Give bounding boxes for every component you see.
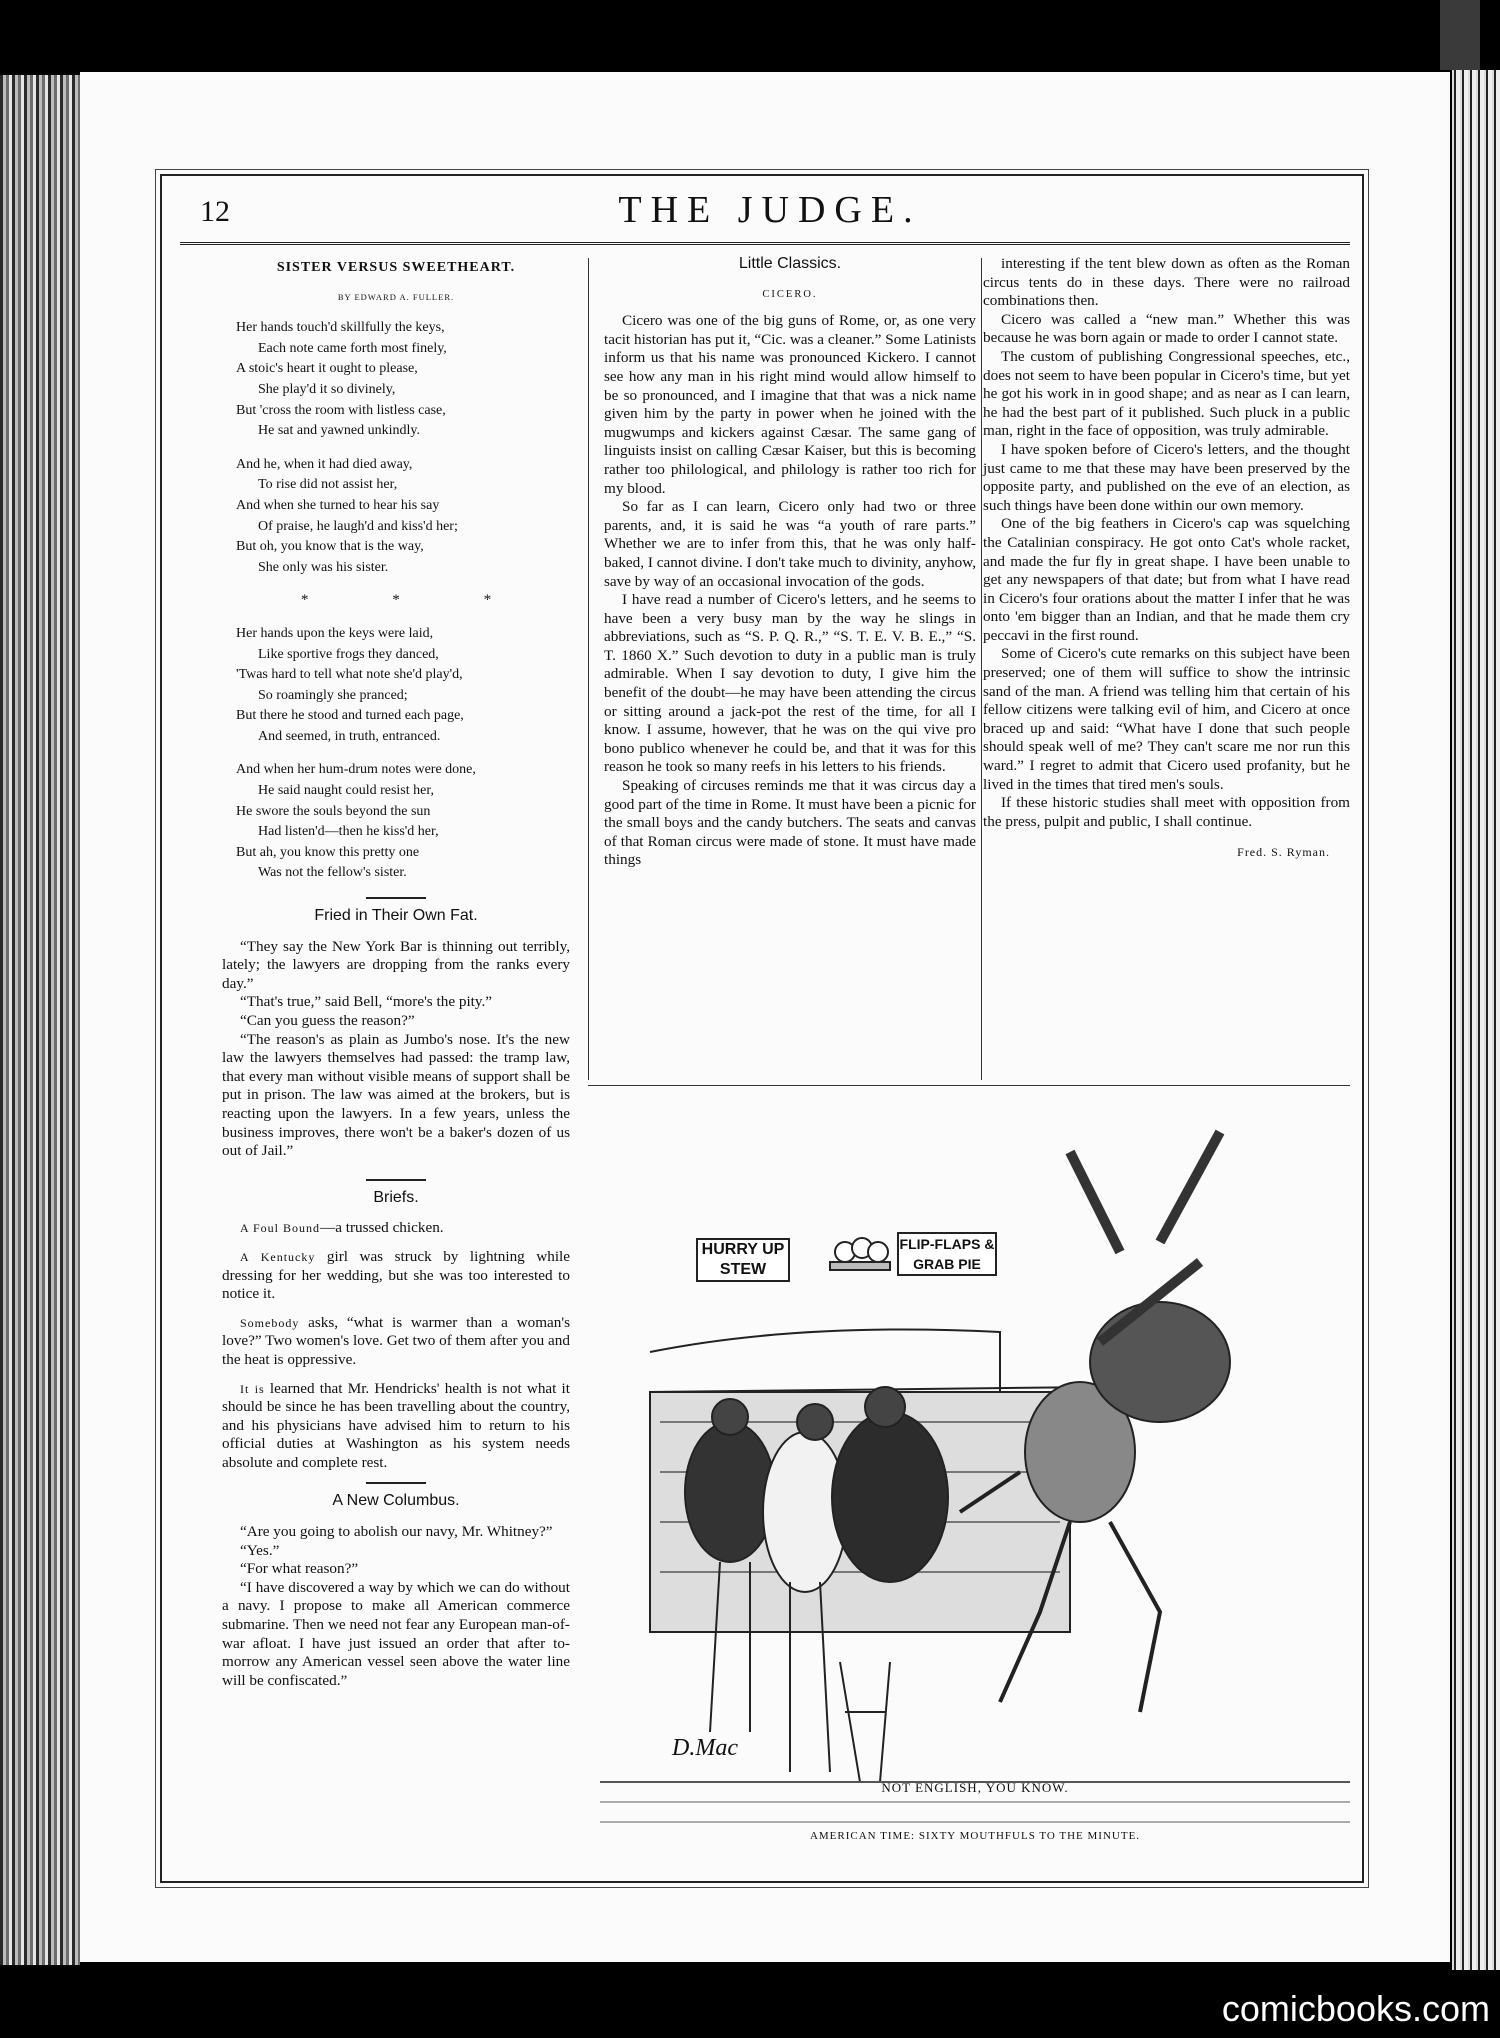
paragraph: Speaking of circuses reminds me that it was circus day a good part of the time in Rome. It must have been a picnic for the small boys and the candy butchers. The seats and canvas of that Roman circus were made of stone. It must have made things: [604, 777, 976, 869]
brief-item: [222, 1380, 570, 1473]
poem-byline: BY EDWARD A. FULLER.: [337, 291, 455, 302]
poem-line: A stoic's heart it ought to please,: [236, 361, 418, 377]
poem-line: Like sportive frogs they danced,: [258, 646, 439, 662]
poem-line: Of praise, he laugh'd and kiss'd her;: [258, 518, 458, 534]
poem-line: And when she turned to hear his say: [236, 497, 440, 513]
classics-title: Little Classics.: [738, 255, 842, 272]
cartoon-top-rule: [588, 1085, 1350, 1086]
column-left: [222, 255, 570, 1690]
paragraph: “Are you going to abolish our navy, Mr. Whitney?”: [240, 1523, 553, 1541]
poem-line: Was not the fellow's sister.: [258, 865, 407, 881]
poem-line: 'Twas hard to tell what note she'd play'd,: [236, 667, 463, 683]
paragraph: Some of Cicero's cute remarks on this subject have been preserved; one of them will suffice to show the intrinsic sand of the man. A friend was telling him that certain of his fellow citizens were talking evil of him, and Cicero at once braced up and said: “What have I done that such people should speak well of me? They can't scare me nor run this ward.” I regret to admit that Cicero used profanity, but he lived in the times that tired men's souls.: [983, 645, 1350, 793]
section-rule: [366, 1179, 426, 1181]
poem-title: SISTER VERSUS SWEETHEART.: [276, 260, 516, 275]
poem-line: He said naught could resist her,: [258, 783, 434, 799]
paragraph: “Yes.”: [240, 1541, 280, 1559]
briefs-body: [222, 1219, 570, 1472]
column-divider-2: [981, 258, 982, 1080]
poem-line: To rise did not assist her,: [258, 477, 398, 493]
poem-stanza: [236, 318, 570, 442]
classics-subtitle: CICERO.: [762, 288, 818, 300]
poem-line: Each note came forth most finely,: [258, 340, 447, 356]
brief-lead: It is: [240, 1381, 265, 1396]
cicero-body: [604, 312, 976, 870]
poem-line: Her hands touch'd skillfully the keys,: [236, 320, 445, 336]
paragraph: Cicero was called a “new man.” Whether this was because he was born again or made to order I cannot state.: [983, 310, 1350, 347]
next-page-edge: [1452, 70, 1500, 1970]
poem-stanza: [236, 624, 570, 748]
poem-line: He sat and yawned unkindly.: [258, 423, 420, 439]
brief-lead: Somebody: [240, 1315, 300, 1330]
poem-body: [222, 318, 570, 884]
poem-line: And seemed, in truth, entranced.: [258, 728, 441, 744]
paragraph: “They say the New York Bar is thinning out terribly, lately; the lawyers are dropping from the ranks every day.”: [222, 937, 570, 992]
section-stars: * * *: [300, 591, 532, 609]
poem-line: She play'd it so divinely,: [258, 381, 396, 397]
page-number: 12: [200, 195, 230, 228]
column-divider-1: [588, 258, 589, 1080]
poem-line: But there he stood and turned each page,: [236, 708, 464, 724]
sign-flip-flaps: FLIP-FLAPS & GRAB PIE: [897, 1232, 997, 1276]
sign-hurry-up-stew: HURRY UP STEW: [696, 1238, 790, 1282]
book-binding-edge: [0, 75, 80, 1965]
paragraph: “For what reason?”: [240, 1560, 359, 1578]
masthead-title: THE JUDGE.: [618, 189, 922, 231]
paragraph: One of the big feathers in Cicero's cap was squelching the Catalinian conspiracy. He got onto Cat's whole racket, and made the fur fly in great shape. I have been unable to get any newspapers of that date; but from what I have read in Cicero's four orations about the matter I infer that he was onto 'em bigger than an Indian, and that he made them cry peccavi in the first round.: [983, 515, 1350, 644]
column-right: [983, 255, 1350, 862]
poem-line: Had listen'd—then he kiss'd her,: [258, 824, 439, 840]
paragraph: Cicero was one of the big guns of Rome, or, as one very tacit historian has put it, “Cic. was a cleaner.” Some Latinists inform us that his name was pronounced Kickero. I cannot see how any man in his right mind would allow himself to be so pronounced, and I imagine that that was a nick name given him by the party in power when he joined with the mugwumps and kickers against Cæsar. The same gang of linguists insist on calling Cæsar Kaiser, but this is becoming rather too philological, and philology is rather too rich for my blood.: [604, 312, 976, 497]
paragraph: If these historic studies shall meet with opposition from the press, pulpit and public, I shall continue.: [983, 794, 1350, 830]
fried-body: [222, 938, 570, 1161]
brief-item: [222, 1219, 570, 1238]
paragraph: interesting if the tent blew down as often as the Roman circus tents do in these days. There were no railroad combinations then.: [983, 255, 1350, 310]
brief-text: asks, “what is warmer than a woman's love?” Two women's love. Get two of them after you and the heat is oppressive.: [222, 1313, 570, 1368]
paragraph: “That's true,” said Bell, “more's the pity.”: [240, 993, 493, 1011]
brief-lead: A Foul Bound: [240, 1221, 321, 1236]
paragraph: “I have discovered a way by which we can do without a navy. I propose to make all American commerce submarine. Then we need not fear any European man-of-war afloat. I have just issued an order that after to-morrow any American vessel seen above the water line will be confiscated.”: [222, 1578, 570, 1689]
cartoon-caption: NOT ENGLISH, YOU KNOW.: [881, 1780, 1069, 1795]
paragraph: The custom of publishing Congressional speeches, etc., does not seem to have been popular in Cicero's time, but yet he got his work in in good shape; and as near as I can learn, he had the best part of it published. Such pluck in a public man, right in the face of opposition, was truly admirable.: [983, 347, 1350, 440]
poem-line: And when her hum-drum notes were done,: [236, 762, 476, 778]
poem-line: Her hands upon the keys were laid,: [236, 625, 434, 641]
briefs-title: Briefs.: [373, 1188, 419, 1206]
scan-noise: [1440, 0, 1480, 70]
section-rule: [366, 1482, 426, 1484]
poem-line: But oh, you know that is the way,: [236, 539, 424, 555]
paragraph: I have read a number of Cicero's letters, and he seems to have been a very busy man by the way he slings in abbreviations, such as “S. P. Q. R.,” “S. T. E. V. B. E.,” “S. T. 1860 X.” Such devotion to duty in a public man is truly admirable. When I say devotion to duty, I give him the benefit of the doubt—he may have been attending the circus or sitting around a jack-pot the rest of the time, for all I know. I assume, however, that he was on the qui vive pro bono publico whenever he could be, and that it was for this reason he took so many reefs in his letters to his friends.: [604, 591, 976, 776]
fried-title: Fried in Their Own Fat.: [314, 907, 478, 925]
column-middle: [604, 255, 976, 870]
brief-text: girl was struck by lightning while dressing for her wedding, but she was too interested to notice it.: [222, 1247, 571, 1303]
paragraph: “The reason's as plain as Jumbo's nose. It's the new law the lawyers themselves had passed: the tramp law, that every man without visible means of support shall be put in prison. The law was aimed at the brokers, but is reacting upon the lawyers. In a few years, unless the business improves, there won't be a baker's dozen of us out of Jail.”: [222, 1030, 570, 1160]
poem-line: But ah, you know this pretty one: [236, 844, 420, 860]
poem-line: She only was his sister.: [258, 559, 389, 575]
paragraph: “Can you guess the reason?”: [240, 1012, 415, 1029]
section-rule: [366, 897, 426, 899]
poem-line: So roamingly she pranced;: [258, 687, 408, 703]
brief-item: [222, 1314, 570, 1370]
poem-stanza: [236, 455, 570, 579]
brief-text: learned that Mr. Hendricks' health is not what it should be since he has been travelling about the country, and his physicians have advised him to return to his official duties at Washington as his system needs absolute and complete rest.: [222, 1379, 570, 1471]
brief-text: —a trussed chicken.: [320, 1219, 444, 1237]
paragraph: I have spoken before of Cicero's letters, and the thought just came to me that these may have been preserved by the opposite party, and published on the eve of an election, as such things have been done within our own memory.: [983, 440, 1350, 514]
poem-line: And he, when it had died away,: [236, 456, 413, 472]
poem-line: He swore the souls beyond the sun: [236, 803, 431, 819]
cicero-continued: [983, 255, 1350, 831]
brief-lead: A Kentucky: [240, 1249, 316, 1264]
poem-stanza: [236, 760, 570, 884]
columbus-title: A New Columbus.: [332, 1492, 460, 1510]
watermark: comicbooks.com: [1221, 1988, 1490, 2029]
brief-item: [222, 1248, 570, 1304]
columbus-body: [222, 1523, 570, 1690]
header-rule: [180, 242, 1350, 245]
author-signature: Fred. S. Ryman.: [1237, 845, 1330, 860]
poem-line: But 'cross the room with listless case,: [236, 402, 446, 418]
artist-signature: D.Mac: [672, 1735, 738, 1761]
paragraph: So far as I can learn, Cicero only had two or three parents, and, it is said he was “a youth of rare parts.” Whether we are to infer from this, that he was only half-baked, I cannot divine. I don't take much to divinity, anyhow, save by way of an occasional invocation of the gods.: [604, 498, 976, 590]
cartoon-subcaption: AMERICAN TIME: SIXTY MOUTHFULS TO THE MINUTE.: [809, 1830, 1141, 1842]
